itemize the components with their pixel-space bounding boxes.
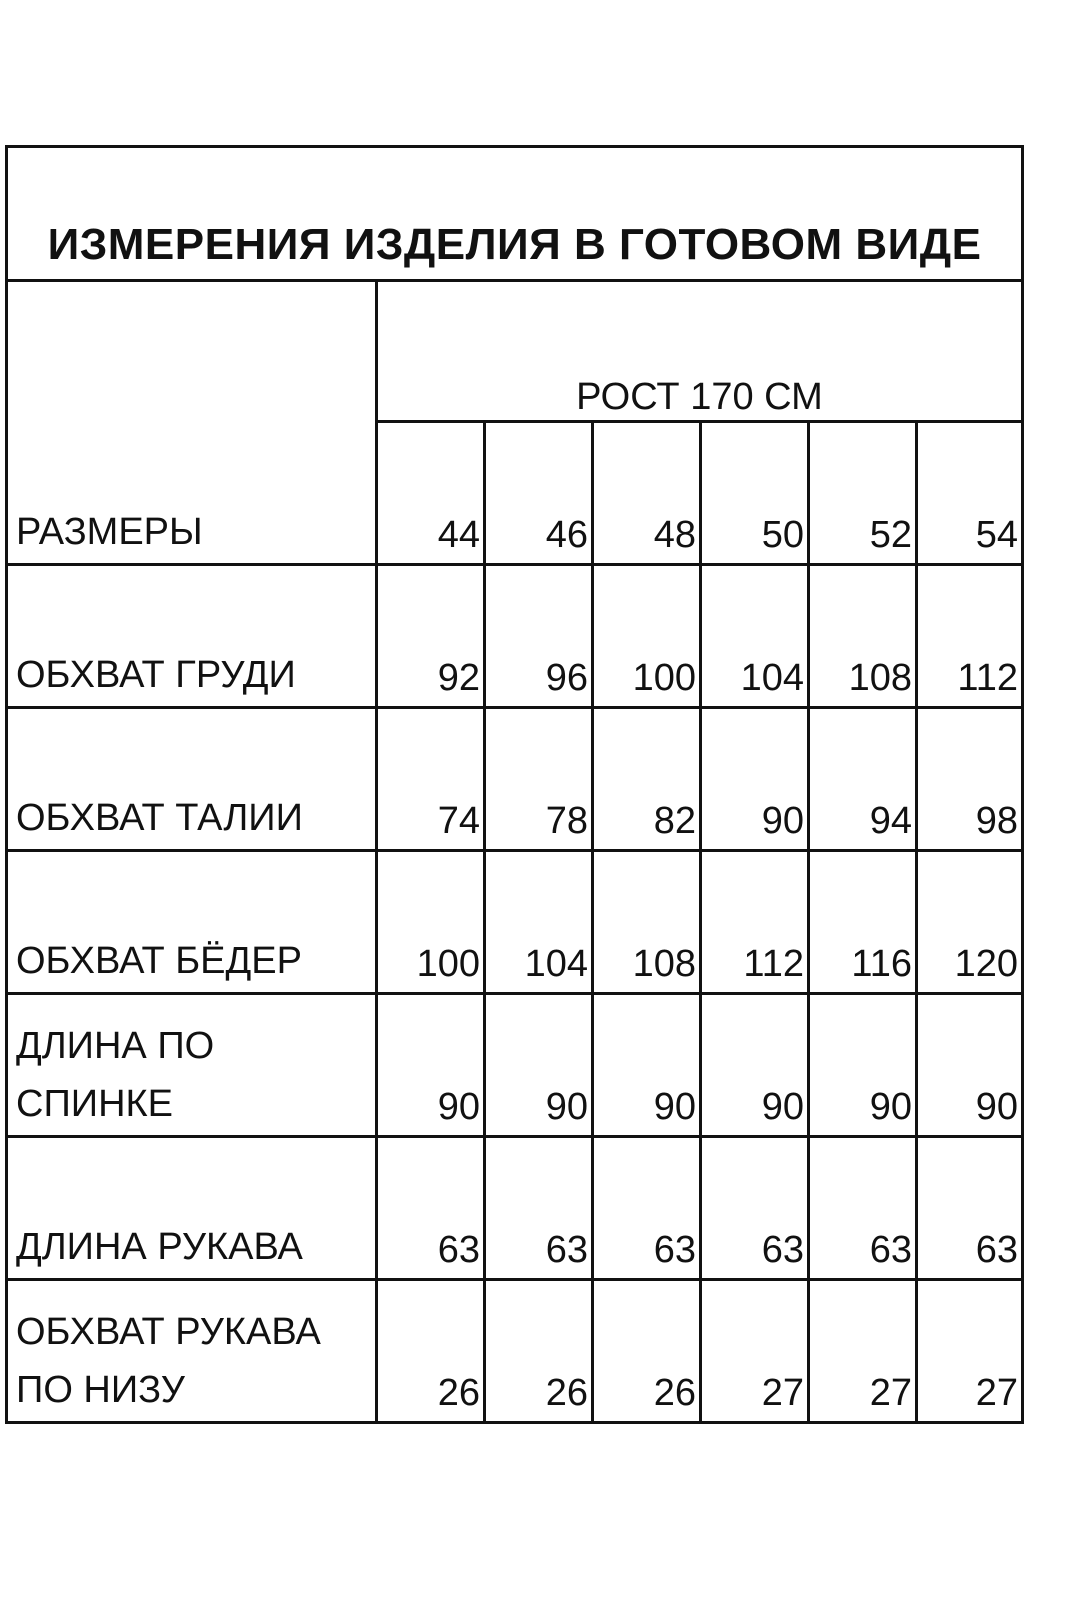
table-cell: 44	[437, 514, 480, 556]
row-divider	[8, 563, 1021, 566]
column-divider	[807, 420, 810, 1421]
row-divider	[8, 706, 1021, 709]
table-cell: 46	[545, 514, 588, 556]
table-cell: 90	[437, 1086, 480, 1128]
size-chart-table	[5, 145, 1024, 1424]
table-cell: 112	[743, 943, 804, 985]
table-cell: 90	[761, 1086, 804, 1128]
table-cell: 120	[954, 943, 1018, 985]
table-cell: 90	[761, 800, 804, 842]
table-cell: 52	[869, 514, 912, 556]
table-title: ИЗМЕРЕНИЯ ИЗДЕЛИЯ В ГОТОВОМ ВИДЕ	[47, 220, 982, 269]
table-cell: 90	[869, 1086, 912, 1128]
table-cell: 63	[545, 1229, 588, 1271]
table-cell: 92	[437, 657, 480, 699]
table-cell: 104	[740, 657, 804, 699]
row-label: СПИНКЕ	[16, 1083, 173, 1125]
table-cell: 27	[761, 1372, 804, 1414]
table-cell: 104	[524, 943, 588, 985]
row-label: РАЗМЕРЫ	[16, 511, 203, 553]
table-cell: 90	[545, 1086, 588, 1128]
row-divider	[8, 1278, 1021, 1281]
table-cell: 27	[869, 1372, 912, 1414]
table-cell: 50	[761, 514, 804, 556]
column-divider	[483, 420, 486, 1421]
table-cell: 100	[416, 943, 480, 985]
row-divider	[8, 849, 1021, 852]
table-cell: 100	[632, 657, 696, 699]
row-label: ПО НИЗУ	[16, 1369, 185, 1411]
row-divider	[8, 992, 1021, 995]
table-cell: 26	[437, 1372, 480, 1414]
table-cell: 54	[975, 514, 1018, 556]
row-label: ОБХВАТ ТАЛИИ	[16, 797, 303, 839]
table-cell: 112	[957, 657, 1018, 699]
title-divider	[8, 279, 1021, 282]
row-divider	[8, 1135, 1021, 1138]
row-label: ДЛИНА РУКАВА	[16, 1226, 303, 1268]
table-cell: 90	[975, 1086, 1018, 1128]
table-cell: 96	[545, 657, 588, 699]
table-cell: 63	[975, 1229, 1018, 1271]
table-cell: 98	[975, 800, 1018, 842]
table-cell: 48	[653, 514, 696, 556]
height-header-divider	[375, 420, 1021, 423]
table-cell: 27	[975, 1372, 1018, 1414]
table-cell: 63	[869, 1229, 912, 1271]
height-header: РОСТ 170 СМ	[576, 376, 823, 418]
table-cell: 26	[653, 1372, 696, 1414]
column-divider	[591, 420, 594, 1421]
table-cell: 63	[761, 1229, 804, 1271]
table-cell: 63	[653, 1229, 696, 1271]
table-cell: 90	[653, 1086, 696, 1128]
row-label: ОБХВАТ ГРУДИ	[16, 654, 296, 696]
table-cell: 116	[851, 943, 912, 985]
table-cell: 108	[632, 943, 696, 985]
table-cell: 63	[437, 1229, 480, 1271]
table-cell: 108	[848, 657, 912, 699]
table-cell: 94	[869, 800, 912, 842]
table-cell: 26	[545, 1372, 588, 1414]
row-label: ДЛИНА ПО	[16, 1025, 215, 1067]
column-divider	[915, 420, 918, 1421]
row-label: ОБХВАТ РУКАВА	[16, 1311, 321, 1353]
table-cell: 74	[437, 800, 480, 842]
column-divider	[699, 420, 702, 1421]
table-cell: 82	[653, 800, 696, 842]
row-label: ОБХВАТ БЁДЕР	[16, 940, 302, 982]
table-cell: 78	[545, 800, 588, 842]
